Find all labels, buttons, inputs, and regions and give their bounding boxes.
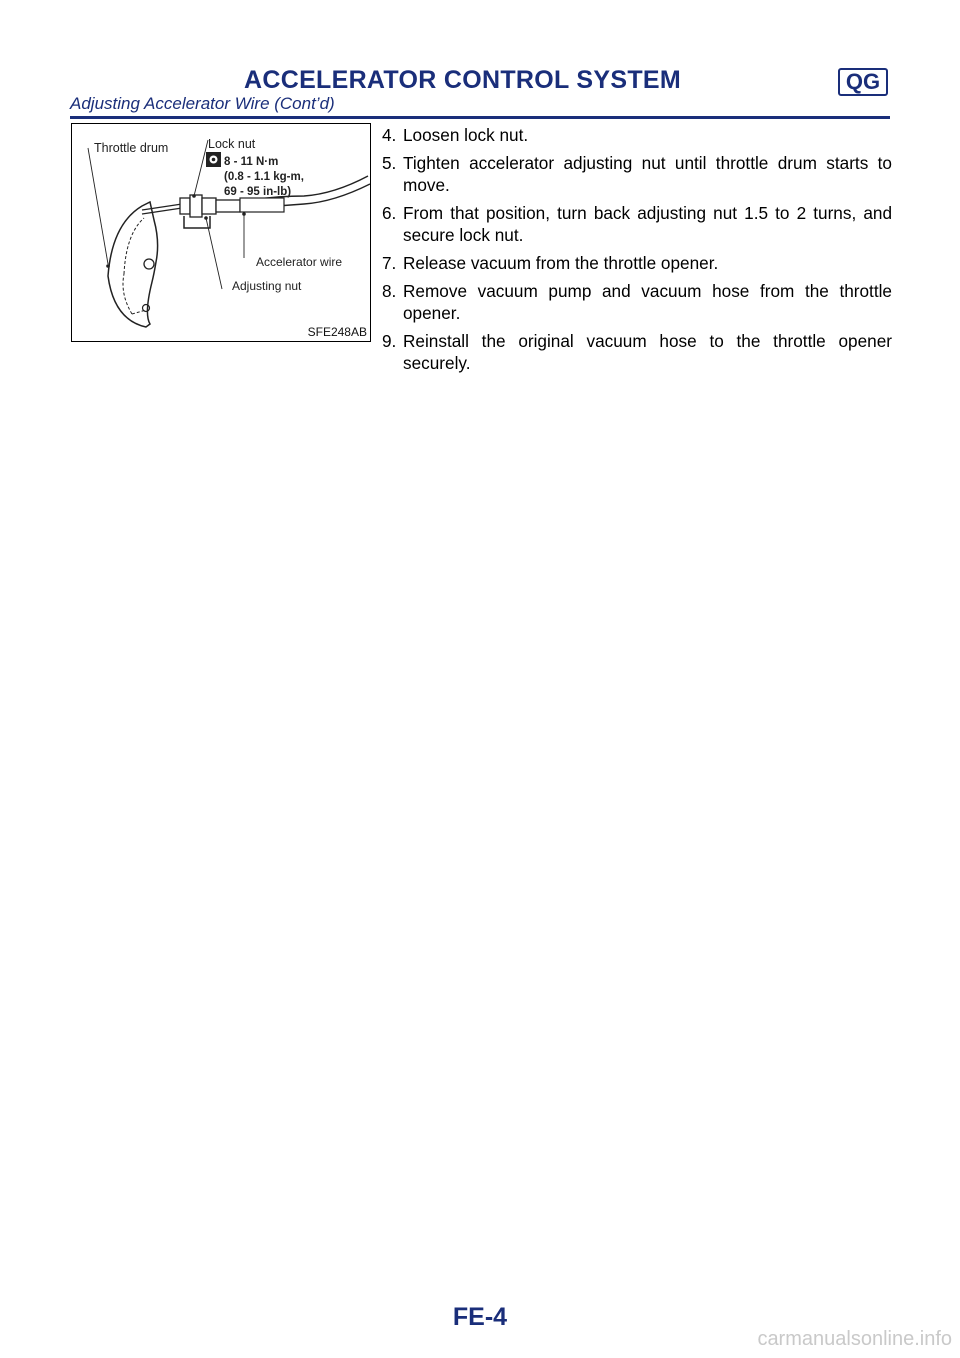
engine-badge: QG xyxy=(838,68,888,96)
accelerator-wire-figure xyxy=(71,123,371,342)
step-number: 9. xyxy=(382,331,397,351)
step-text: Reinstall the original vacuum hose to the throttle opener securely. xyxy=(403,331,892,373)
figure-id: SFE248AB xyxy=(307,325,367,339)
step-item xyxy=(382,124,892,146)
step-item xyxy=(382,252,892,274)
step-number: 8. xyxy=(382,281,397,301)
step-number: 5. xyxy=(382,153,397,173)
step-text: Release vacuum from the throttle opener. xyxy=(403,253,719,273)
site-watermark: carmanualsonline.info xyxy=(757,1328,952,1350)
torque-spec-line-1: 8 - 11 N·m xyxy=(224,156,279,168)
torque-spec-line-3: 69 - 95 in-lb) xyxy=(224,186,292,198)
accelerator-wire-label: Accelerator wire xyxy=(256,255,343,269)
step-text: From that position, turn back adjusting nut 1.5 to 2 turns, and secure lock nut. xyxy=(403,203,892,245)
step-text: Remove vacuum pump and vacuum hose from the throttle opener. xyxy=(403,281,892,323)
torque-spec-line-2: (0.8 - 1.1 kg-m, xyxy=(224,171,304,183)
page-number: FE-4 xyxy=(452,1303,508,1331)
lock-nut-label: Lock nut xyxy=(208,137,256,151)
step-item xyxy=(382,152,892,196)
step-number: 6. xyxy=(382,203,397,223)
adjusting-nut-label: Adjusting nut xyxy=(232,279,302,293)
header-divider xyxy=(70,116,890,119)
section-subtitle: Adjusting Accelerator Wire (Cont’d) xyxy=(70,94,335,113)
step-number: 7. xyxy=(382,253,397,273)
throttle-drum-label: Throttle drum xyxy=(94,141,169,155)
figure-illustration xyxy=(72,124,371,342)
procedure-steps xyxy=(382,124,892,380)
step-item xyxy=(382,202,892,246)
page-title: ACCELERATOR CONTROL SYSTEM xyxy=(244,66,681,94)
torque-wrench-icon xyxy=(206,152,221,167)
step-number: 4. xyxy=(382,125,397,145)
step-text: Tighten accelerator adjusting nut until throttle drum starts to move. xyxy=(403,153,892,195)
step-item xyxy=(382,280,892,324)
step-text: Loosen lock nut. xyxy=(403,125,529,145)
step-item xyxy=(382,330,892,374)
